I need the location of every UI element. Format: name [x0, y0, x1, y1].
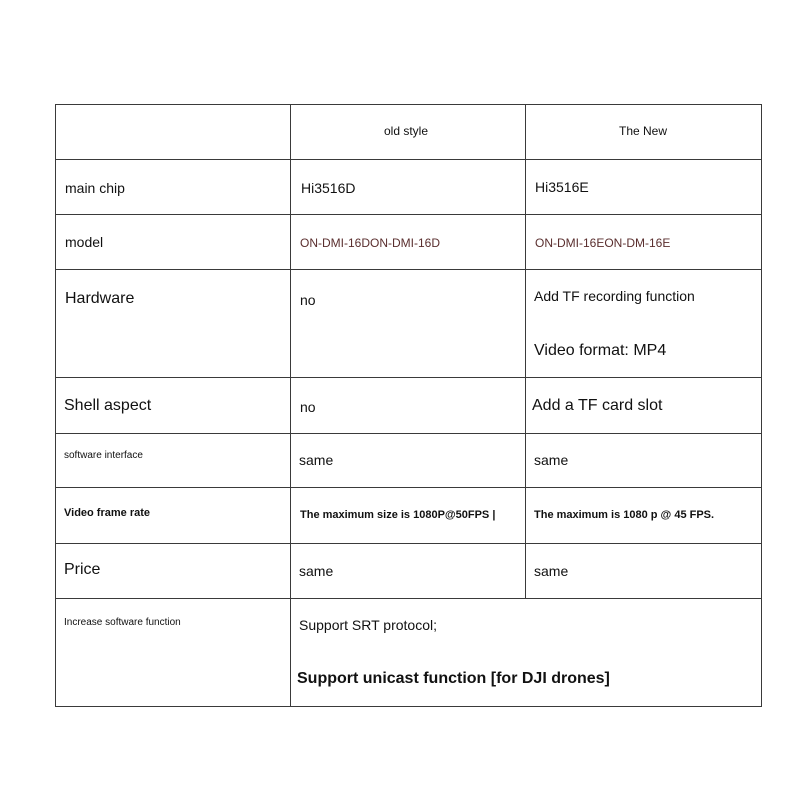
price-old-value: same — [299, 563, 334, 579]
old-value-cell — [291, 488, 526, 544]
software-interface-label: software interface — [64, 450, 143, 461]
shell-old-value: no — [300, 399, 316, 415]
table-row — [56, 378, 762, 434]
new-value-cell — [526, 488, 762, 544]
header-empty-cell — [56, 105, 291, 160]
table-row — [56, 270, 762, 378]
software-interface-old-value: same — [299, 452, 334, 468]
header-new-cell — [526, 105, 762, 160]
new-value-cell — [526, 378, 762, 434]
label-cell — [56, 160, 291, 215]
old-value-cell — [291, 378, 526, 434]
new-value-cell — [526, 215, 762, 270]
table-row-header — [56, 105, 762, 160]
main-chip-new-value: Hi3516E — [535, 179, 589, 195]
increase-software-line2: Support unicast function [for DJI drones] — [297, 670, 610, 687]
label-cell — [56, 599, 291, 707]
header-old-label: old style — [384, 124, 429, 138]
shell-aspect-label: Shell aspect — [64, 397, 152, 414]
table-row — [56, 160, 762, 215]
model-label: model — [65, 234, 104, 250]
frame-rate-new-value: The maximum is 1080 p @ 45 FPS. — [534, 509, 715, 521]
label-cell — [56, 434, 291, 488]
frame-rate-old-value: The maximum size is 1080P@50FPS | — [300, 509, 496, 521]
increase-software-label: Increase software function — [64, 617, 181, 628]
new-value-cell — [526, 434, 762, 488]
old-value-cell — [291, 544, 526, 599]
comparison-table — [55, 104, 762, 707]
main-chip-old-value: Hi3516D — [301, 180, 356, 196]
hardware-new-line2: Video format: MP4 — [534, 342, 667, 359]
frame-rate-label: Video frame rate — [64, 507, 151, 519]
old-value-cell — [291, 215, 526, 270]
old-value-cell — [291, 160, 526, 215]
label-cell — [56, 544, 291, 599]
table-row — [56, 599, 762, 707]
price-label: Price — [64, 561, 101, 578]
label-cell — [56, 270, 291, 378]
label-cell — [56, 378, 291, 434]
new-value-cell — [526, 270, 762, 378]
table-row — [56, 215, 762, 270]
old-value-cell — [291, 270, 526, 378]
hardware-label: Hardware — [65, 290, 135, 307]
label-cell — [56, 215, 291, 270]
new-value-cell — [526, 544, 762, 599]
hardware-old-value: no — [300, 292, 316, 308]
header-new-label: The New — [619, 124, 668, 138]
increase-software-line1: Support SRT protocol; — [299, 617, 438, 633]
shell-new-value: Add a TF card slot — [532, 397, 663, 414]
increase-software-value-cell — [291, 599, 762, 707]
hardware-new-line1: Add TF recording function — [534, 288, 695, 304]
table-row — [56, 488, 762, 544]
software-interface-new-value: same — [534, 452, 569, 468]
old-value-cell — [291, 434, 526, 488]
model-old-value: ON-DMI-16DON-DMI-16D — [300, 236, 441, 250]
header-old-cell — [291, 105, 526, 160]
price-new-value: same — [534, 563, 569, 579]
table-row — [56, 434, 762, 488]
new-value-cell — [526, 160, 762, 215]
main-chip-label: main chip — [65, 180, 125, 196]
model-new-value: ON-DMI-16EON-DM-16E — [535, 236, 671, 250]
label-cell — [56, 488, 291, 544]
table-row — [56, 544, 762, 599]
